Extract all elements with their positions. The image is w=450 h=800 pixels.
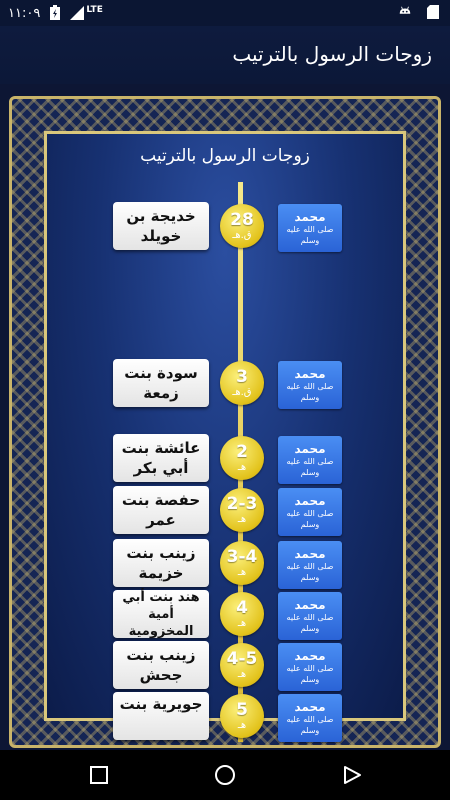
- prophet-card[interactable]: محمد صلى الله عليه وسلم: [278, 643, 342, 691]
- system-nav-bar: [0, 750, 450, 800]
- timeline-row: [47, 692, 409, 742]
- timeline-panel: [44, 131, 406, 735]
- year-badge: 4-5 هـ: [220, 643, 264, 687]
- year-badge: 4 هـ: [220, 592, 264, 636]
- year-badge: 28 ق.هـ: [220, 204, 264, 248]
- year-badge: 2-3 هـ: [220, 488, 264, 532]
- prophet-card[interactable]: محمد صلى الله عليه وسلم: [278, 592, 342, 640]
- timeline-row: [47, 202, 409, 252]
- home-circle-icon[interactable]: [213, 763, 237, 787]
- year-badge: 2 هـ: [220, 436, 264, 480]
- battery-charging-icon: [48, 5, 62, 21]
- prophet-card[interactable]: محمد صلى الله عليه وسلم: [278, 541, 342, 589]
- wife-card[interactable]: زينب بنت خزيمة: [113, 539, 209, 587]
- wife-card[interactable]: خديجة بن خويلد: [113, 202, 209, 250]
- recents-square-icon[interactable]: [87, 763, 111, 787]
- clock: ١١:٠٩: [8, 5, 41, 21]
- sd-card-icon: [426, 4, 440, 20]
- timeline-row: [47, 641, 409, 691]
- timeline-row: [47, 486, 409, 536]
- wife-card[interactable]: عائشة بنت أبي بكر: [113, 434, 209, 482]
- prophet-card[interactable]: محمد صلى الله عليه وسلم: [278, 436, 342, 484]
- status-bar: [0, 0, 450, 26]
- page-title: زوجات الرسول بالترتيب: [232, 42, 432, 66]
- ornamental-frame: [9, 96, 441, 748]
- app-bar: [0, 26, 450, 84]
- timeline-row: [47, 434, 409, 484]
- timeline-row: [47, 539, 409, 589]
- timeline-row: [47, 359, 409, 409]
- android-notification-icon: [398, 4, 412, 20]
- timeline-scroll-area[interactable]: [0, 84, 450, 750]
- wife-card[interactable]: حفصة بنت عمر: [113, 486, 209, 534]
- back-triangle-icon[interactable]: [340, 763, 364, 787]
- prophet-card[interactable]: محمد صلى الله عليه وسلم: [278, 488, 342, 536]
- wife-card[interactable]: سودة بنت زمعة: [113, 359, 209, 407]
- timeline-row: [47, 590, 409, 640]
- prophet-card[interactable]: محمد صلى الله عليه وسلم: [278, 361, 342, 409]
- prophet-card[interactable]: محمد صلى الله عليه وسلم: [278, 204, 342, 252]
- wife-card[interactable]: هند بنت أبي أمية المخزومية: [113, 590, 209, 638]
- wife-card[interactable]: جويرية بنت: [113, 692, 209, 740]
- year-badge: 3 ق.هـ: [220, 361, 264, 405]
- year-badge: 3-4 هـ: [220, 541, 264, 585]
- year-badge: 5 هـ: [220, 694, 264, 738]
- timeline-title: زوجات الرسول بالترتيب: [140, 146, 310, 166]
- signal-icon: [70, 5, 84, 21]
- network-type: LTE: [86, 5, 103, 15]
- prophet-card[interactable]: محمد صلى الله عليه وسلم: [278, 694, 342, 742]
- wife-card[interactable]: زينب بنت جحش: [113, 641, 209, 689]
